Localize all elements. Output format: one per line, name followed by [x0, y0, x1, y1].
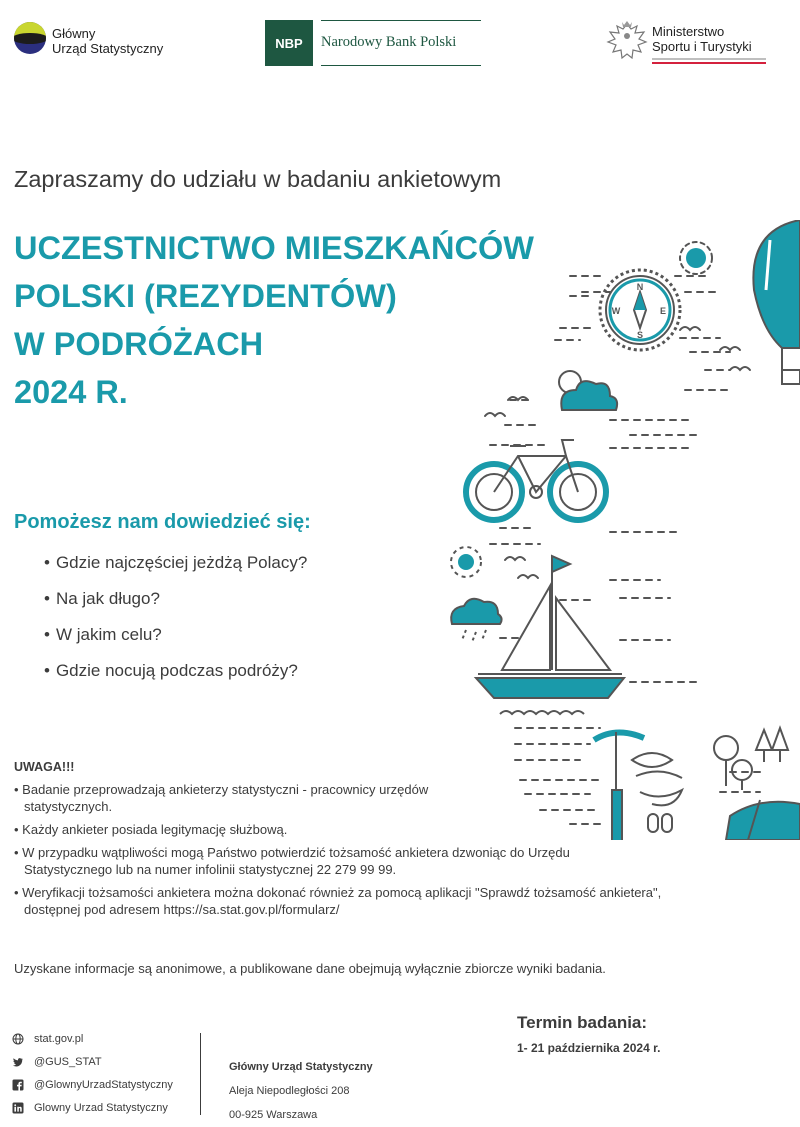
- questions-list: [44, 551, 307, 695]
- rain-cloud-icon: [451, 599, 501, 642]
- help-heading: Pomożesz nam dowiedzieć się:: [14, 511, 311, 533]
- trees-icon: [714, 728, 788, 790]
- gus-logo-line2: Urząd Statystyczny: [52, 41, 164, 56]
- warning-item: • Badanie przeprowadzają ankieterzy statystyczni - pracownicy urzędów statystycznych.: [14, 781, 494, 815]
- question-item: • Gdzie najczęściej jeżdżą Polacy?: [44, 551, 307, 587]
- website-text: stat.gov.pl: [34, 1033, 84, 1045]
- globe-icon: [12, 1033, 24, 1045]
- office-city: 00-925 Warszawa: [229, 1109, 318, 1121]
- dash-lines-icon: [490, 276, 760, 824]
- invitation-text: Zapraszamy do udziału w badaniu ankietowym: [14, 166, 502, 192]
- twitter-link[interactable]: [12, 1055, 202, 1071]
- title-line-1: UCZESTNICTWO MIESZKAŃCÓW: [14, 230, 534, 266]
- ministry-line2: Sportu i Turystyki: [652, 39, 752, 54]
- office-name: Główny Urząd Statystyczny: [229, 1061, 373, 1073]
- title-line-3: W PODRÓŻACH: [14, 326, 264, 362]
- tent-icon: [726, 800, 800, 840]
- compass-w: W: [611, 306, 621, 316]
- bicycle-icon: [466, 440, 606, 520]
- gus-emblem-icon: [14, 22, 46, 54]
- facebook-text: @GlownyUrzadStatystyczny: [34, 1079, 173, 1091]
- question-item: • Na jak długo?: [44, 587, 307, 623]
- title-line-4: 2024 R.: [14, 374, 128, 410]
- warning-item: • Każdy ankieter posiada legitymację służbową.: [14, 821, 714, 838]
- ministry-line1: Ministerstwo: [652, 24, 725, 39]
- nbp-badge: NBP: [265, 20, 313, 66]
- ministry-logo: [606, 20, 766, 70]
- eagle-emblem-icon: [606, 20, 648, 66]
- linkedin-text: Glowny Urzad Statystyczny: [34, 1102, 168, 1114]
- linkedin-link[interactable]: [12, 1101, 202, 1117]
- survey-period-label: Termin badania:: [517, 1013, 648, 1032]
- gus-logo: [14, 22, 184, 66]
- cloud-sun-icon: [559, 371, 617, 410]
- warnings-list: [14, 781, 714, 924]
- hot-air-balloon-icon: [753, 220, 800, 384]
- warning-title: UWAGA!!!: [14, 760, 75, 774]
- sailboat-icon: [476, 556, 624, 714]
- sun-icon: [451, 547, 481, 577]
- facebook-icon: [12, 1079, 24, 1091]
- title-line-2: POLSKI (REZYDENTÓW): [14, 278, 397, 314]
- website-link[interactable]: [12, 1032, 202, 1048]
- gus-logo-line1: Główny: [52, 26, 96, 41]
- warning-item: • Weryfikacji tożsamości ankietera można dokonać również za pomocą aplikacji "Sprawdź tożsamość ankietera", dostępnej pod adresem https://sa.stat.gov.pl/formularz/: [14, 884, 684, 918]
- birds-icon: [485, 327, 750, 578]
- twitter-icon: [12, 1056, 24, 1068]
- nbp-logo: [265, 20, 481, 66]
- compass-n: N: [636, 282, 644, 292]
- linkedin-icon: [12, 1102, 24, 1114]
- ministry-grey-rule: [652, 58, 766, 60]
- question-item: • Gdzie nocują podczas podróży?: [44, 659, 307, 695]
- twitter-text: @GUS_STAT: [34, 1056, 102, 1068]
- survey-period-dates: 1- 21 października 2024 r.: [517, 1041, 661, 1055]
- footer-divider: [200, 1033, 201, 1115]
- facebook-link[interactable]: [12, 1078, 202, 1094]
- nbp-name: Narodowy Bank Polski: [321, 34, 457, 50]
- compass-e: E: [659, 306, 667, 316]
- ministry-red-rule: [652, 62, 766, 64]
- compass-s: S: [636, 330, 644, 340]
- travel-illustration: [430, 220, 800, 840]
- anonymity-note: Uzyskane informacje są anonimowe, a publikowane dane obejmują wyłącznie zbiorcze wyniki badania.: [14, 961, 606, 976]
- office-street: Aleja Niepodległości 208: [229, 1085, 350, 1097]
- office-address: [229, 1055, 373, 1127]
- question-item: • W jakim celu?: [44, 623, 307, 659]
- warning-item: • W przypadku wątpliwości mogą Państwo potwierdzić tożsamość ankietera dzwoniąc do Urzędu Statystycznego lub na numer infolinii statystycznej 22 279 99 99.: [14, 844, 589, 878]
